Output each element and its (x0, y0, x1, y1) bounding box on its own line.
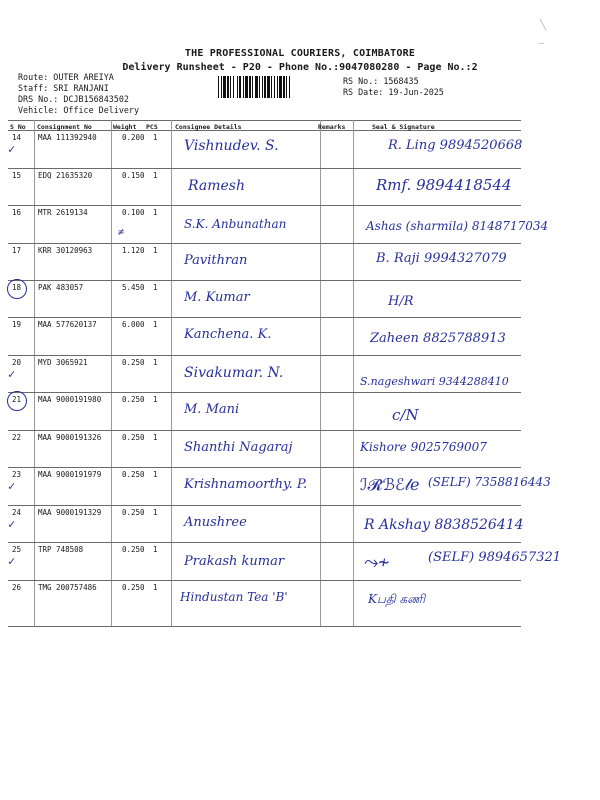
table-top-border (8, 120, 521, 121)
scan-mark: — (538, 38, 545, 49)
vehicle-text: Vehicle: Office Delivery (18, 105, 140, 115)
row-sno: 25 (12, 545, 22, 554)
row-weight: 0.250 (122, 395, 145, 404)
row-consignee: S.K. Anbunathan (184, 217, 287, 231)
row-signature: Ashas (sharmila) 8148717034 (366, 219, 549, 233)
route-text: Route: OUTER AREIYA (18, 72, 114, 82)
scribbled-signature: ⤳≁ (364, 552, 390, 573)
rs-date: RS Date: 19-Jun-2025 (343, 87, 444, 97)
row-pcs: 1 (153, 208, 158, 217)
row-consignment: PAK 483057 (38, 283, 84, 292)
row-pcs: 1 (153, 358, 158, 367)
row-weight: 0.250 (122, 545, 145, 554)
row-signature: B. Raji 9994327079 (376, 251, 507, 266)
row-signature: (SELF) 9894657321 (428, 550, 562, 565)
barcode-image (218, 76, 336, 98)
table-row (8, 544, 562, 582)
pen-mark: ≠ (118, 227, 125, 238)
row-signature: Kபதி கணி (368, 592, 426, 606)
header-seal: Seal & Signature (372, 123, 435, 131)
table-row (8, 582, 521, 620)
row-consignment: TMG 200757486 (38, 583, 97, 592)
row-consignment: EDQ 21635320 (38, 171, 93, 180)
row-consignment: MAA 111392940 (38, 133, 97, 142)
meta-right (343, 76, 444, 98)
row-pcs: 1 (153, 433, 158, 442)
row-consignee: M. Kumar (184, 290, 250, 305)
row-pcs: 1 (153, 171, 158, 180)
row-sno: 14 (12, 133, 22, 142)
row-signature: Zaheen 8825788913 (370, 331, 506, 346)
row-consignee: Prakash kumar (184, 554, 285, 569)
rs-number: RS No.: 1568435 (343, 76, 419, 86)
row-sno: 16 (12, 208, 22, 217)
table-row (8, 132, 521, 170)
header-sno: S No (10, 123, 26, 131)
row-weight: 0.250 (122, 470, 145, 479)
row-weight: 0.250 (122, 358, 145, 367)
row-consignee: Kanchena. K. (184, 327, 272, 342)
row-consignment: MTR 2619134 (38, 208, 88, 217)
row-consignee: Ramesh (188, 178, 245, 194)
check-mark-icon: ✓ (8, 554, 16, 568)
row-weight: 0.150 (122, 171, 145, 180)
check-mark-icon: ✓ (8, 517, 16, 531)
runsheet-table (8, 120, 562, 632)
row-divider (8, 430, 521, 431)
row-divider (8, 505, 521, 506)
row-divider (8, 317, 521, 318)
row-sno: 21 (12, 395, 22, 404)
header-remarks: Remarks (318, 123, 346, 131)
row-consignment: MAA 577620137 (38, 320, 97, 329)
check-mark-icon: ✓ (8, 142, 16, 156)
row-pcs: 1 (153, 508, 158, 517)
row-consignee: Vishnudev. S. (184, 138, 279, 154)
row-divider (8, 580, 521, 581)
row-weight: 6.000 (122, 320, 145, 329)
row-divider (8, 392, 521, 393)
header-consignment: Consignment No (37, 123, 92, 131)
table-row (8, 170, 521, 208)
row-pcs: 1 (153, 133, 158, 142)
row-consignee: Sivakumar. N. (184, 365, 284, 381)
row-sno: 15 (12, 171, 22, 180)
meta-left (18, 72, 139, 116)
staff-text: Staff: SRI RANJANI (18, 83, 109, 93)
table-row (8, 507, 524, 545)
table-row (8, 394, 521, 432)
row-divider (8, 542, 521, 543)
table-row (8, 469, 551, 507)
table-row (8, 357, 521, 395)
row-divider (8, 243, 521, 244)
scribbled-signature: ℐ𝓡ℬℰ𝓁ℯ (360, 475, 420, 494)
row-signature: Kishore 9025769007 (360, 440, 487, 454)
row-pcs: 1 (153, 470, 158, 479)
row-divider (8, 205, 521, 206)
table-bottom-border (8, 626, 521, 627)
row-weight: 1.120 (122, 246, 145, 255)
check-mark-icon: ✓ (8, 479, 16, 493)
row-consignee: Shanthi Nagaraj (184, 440, 293, 455)
row-weight: 0.250 (122, 583, 145, 592)
row-consignment: MAA 9000191980 (38, 395, 102, 404)
company-title: THE PROFESSIONAL COURIERS, COIMBATORE (184, 48, 416, 59)
row-consignee: Krishnamoorthy. P. (184, 477, 308, 492)
row-consignee: Anushree (184, 515, 247, 530)
table-row (8, 245, 521, 283)
row-consignment: KRR 30120963 (38, 246, 93, 255)
row-weight: 0.100 (122, 208, 145, 217)
row-signature: S.nageshwari 9344288410 (360, 375, 509, 388)
row-weight: 0.250 (122, 433, 145, 442)
row-signature: R. Ling 9894520668 (388, 138, 523, 153)
row-consignee: Pavithran (184, 253, 248, 268)
check-mark-icon: ✓ (8, 367, 16, 381)
header-consignee: Consignee Details (175, 123, 242, 131)
row-weight: 0.250 (122, 508, 145, 517)
runsheet-subtitle: Delivery Runsheet - P20 - Phone No.:9047080280 - Page No.:2 (122, 62, 478, 73)
row-consignment: MYD 3065921 (38, 358, 88, 367)
row-signature: c/N (392, 406, 419, 424)
row-sno: 20 (12, 358, 22, 367)
row-consignment: MAA 9000191326 (38, 433, 102, 442)
row-sno: 24 (12, 508, 22, 517)
row-divider (8, 355, 521, 356)
row-divider (8, 280, 521, 281)
row-sno: 19 (12, 320, 22, 329)
row-signature: H/R (388, 294, 414, 309)
scan-mark: ╲ (540, 20, 547, 31)
row-divider (8, 168, 521, 169)
row-pcs: 1 (153, 283, 158, 292)
row-sno: 22 (12, 433, 22, 442)
row-sno: 17 (12, 246, 22, 255)
row-pcs: 1 (153, 545, 158, 554)
table-row (8, 282, 521, 320)
row-weight: 0.200 (122, 133, 145, 142)
row-sno: 18 (12, 283, 22, 292)
drs-text: DRS No.: DCJB156843502 (18, 94, 129, 104)
row-sno: 23 (12, 470, 22, 479)
row-signature: (SELF) 7358816443 (428, 475, 551, 489)
table-row (8, 207, 549, 245)
row-pcs: 1 (153, 583, 158, 592)
table-row (8, 319, 521, 357)
row-pcs: 1 (153, 320, 158, 329)
table-row (8, 432, 521, 470)
row-pcs: 1 (153, 395, 158, 404)
row-consignment: MAA 9000191329 (38, 508, 102, 517)
row-divider (8, 467, 521, 468)
row-pcs: 1 (153, 246, 158, 255)
header-pcs: PCS (146, 123, 158, 131)
row-signature: R Akshay 8838526414 (364, 517, 524, 533)
header-weight: Weight (113, 123, 137, 131)
row-weight: 5.450 (122, 283, 145, 292)
row-consignment: TRP 748508 (38, 545, 84, 554)
row-consignment: MAA 9000191979 (38, 470, 102, 479)
row-consignee: M. Mani (184, 402, 240, 417)
row-sno: 26 (12, 583, 22, 592)
row-signature: Rmf. 9894418544 (376, 176, 512, 194)
row-consignee: Hindustan Tea 'B' (180, 590, 288, 604)
